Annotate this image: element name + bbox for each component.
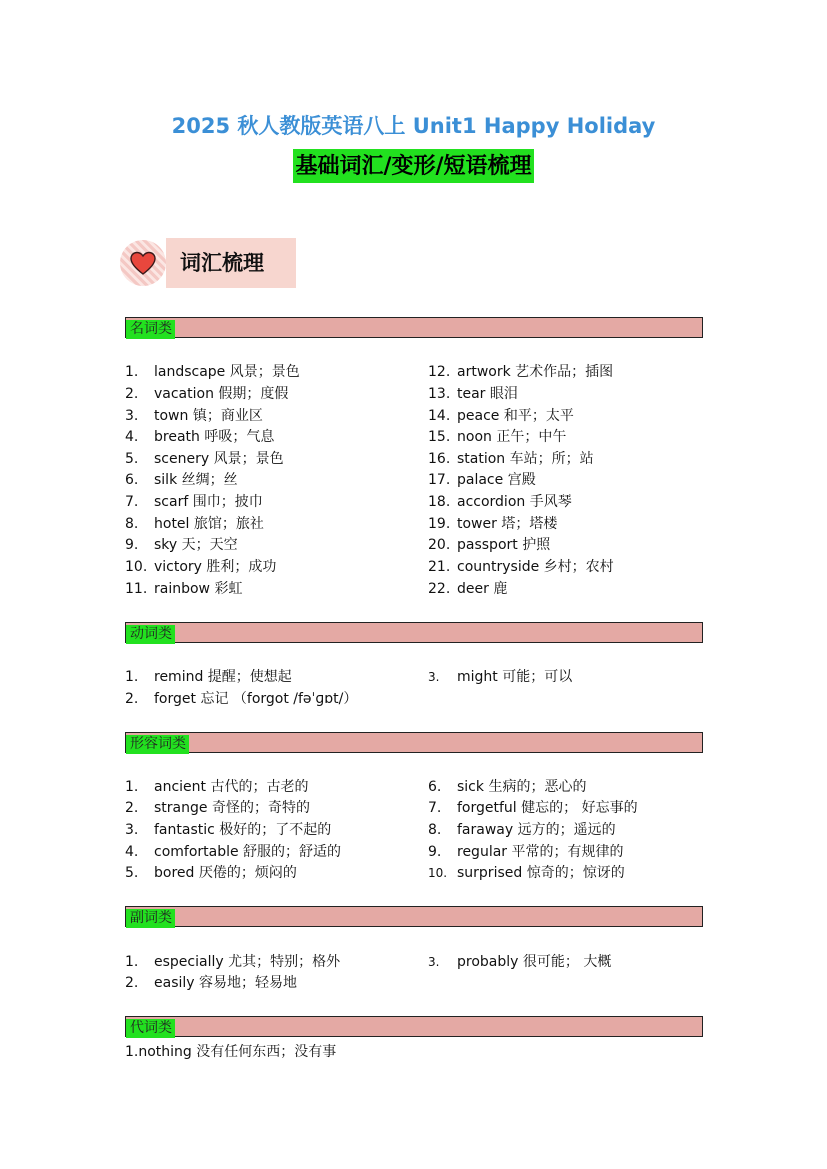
list-item: 6. sick 生病的；恶心的 [428,779,587,795]
category-bar-nouns [125,317,703,338]
list-item: 22. deer 鹿 [428,581,508,597]
list-item: 9. sky 天；天空 [125,537,238,553]
category-bar-verbs [125,622,703,643]
list-item: 1. remind 提醒；使想起 [125,669,292,685]
heart-circle [120,240,166,286]
category-bar-pronouns [125,1016,703,1037]
list-item: 18. accordion 手风琴 [428,494,572,510]
list-item: 3. fantastic 极好的；了不起的 [125,822,332,838]
list-item: 5. bored 厌倦的；烦闷的 [125,865,297,881]
list-item: 4. comfortable 舒服的；舒适的 [125,844,342,860]
list-item: 11. rainbow 彩虹 [125,581,243,597]
category-label: 形容词类 [126,735,189,754]
list-item: 13. tear 眼泪 [428,386,518,402]
list-item: 14. peace 和平；太平 [428,408,574,424]
category-label: 副词类 [126,909,175,928]
list-item: 21. countryside 乡村；农村 [428,559,614,575]
list-item: 10. victory 胜利；成功 [125,559,277,575]
list-item: 5. scenery 风景；景色 [125,451,284,467]
category-bar-adverbs [125,906,703,927]
list-item: 3. probably 很可能； 大概 [428,954,612,970]
list-item: 2. strange 奇怪的；奇特的 [125,800,310,816]
list-item: 3. might 可能；可以 [428,669,573,685]
list-item: 1. landscape 风景；景色 [125,364,300,380]
category-label: 名词类 [126,320,175,339]
section-badge-label: 词汇梳理 [166,238,296,288]
list-item: 12. artwork 艺术作品；插图 [428,364,614,380]
list-item: 4. breath 呼吸；气息 [125,429,275,445]
list-item: 1. ancient 古代的；古老的 [125,779,309,795]
category-label: 代词类 [126,1019,175,1038]
list-item: 7. scarf 围巾；披巾 [125,494,263,510]
list-item: 6. silk 丝绸；丝 [125,472,238,488]
document-title: 2025 秋人教版英语八上 Unit1 Happy Holiday [171,114,656,138]
list-item: 20. passport 护照 [428,537,551,553]
list-item: 7. forgetful 健忘的； 好忘事的 [428,800,638,816]
list-item: 15. noon 正午；中午 [428,429,567,445]
list-item: 1. especially 尤其；特别；格外 [125,954,341,970]
list-item: 8. faraway 远方的；遥远的 [428,822,616,838]
document-subtitle: 基础词汇/变形/短语梳理 [293,149,533,183]
section-badge [120,238,296,288]
heart-icon [129,250,157,276]
list-item: 1.nothing 没有任何东西；没有事 [125,1044,337,1060]
list-item: 16. station 车站；所；站 [428,451,594,467]
list-item: 2. forget 忘记 （forgot /fəˈɡɒt/） [125,691,358,707]
list-item: 3. town 镇；商业区 [125,408,263,424]
category-bar-adjectives [125,732,703,753]
list-item: 10. surprised 惊奇的；惊讶的 [428,865,625,881]
list-item: 8. hotel 旅馆；旅社 [125,516,264,532]
subtitle-wrap [0,149,827,183]
list-item: 19. tower 塔；塔楼 [428,516,558,532]
category-label: 动词类 [126,625,175,644]
list-item: 17. palace 宫殿 [428,472,536,488]
list-item: 2. vacation 假期；度假 [125,386,289,402]
list-item: 2. easily 容易地；轻易地 [125,975,298,991]
list-item: 9. regular 平常的；有规律的 [428,844,624,860]
